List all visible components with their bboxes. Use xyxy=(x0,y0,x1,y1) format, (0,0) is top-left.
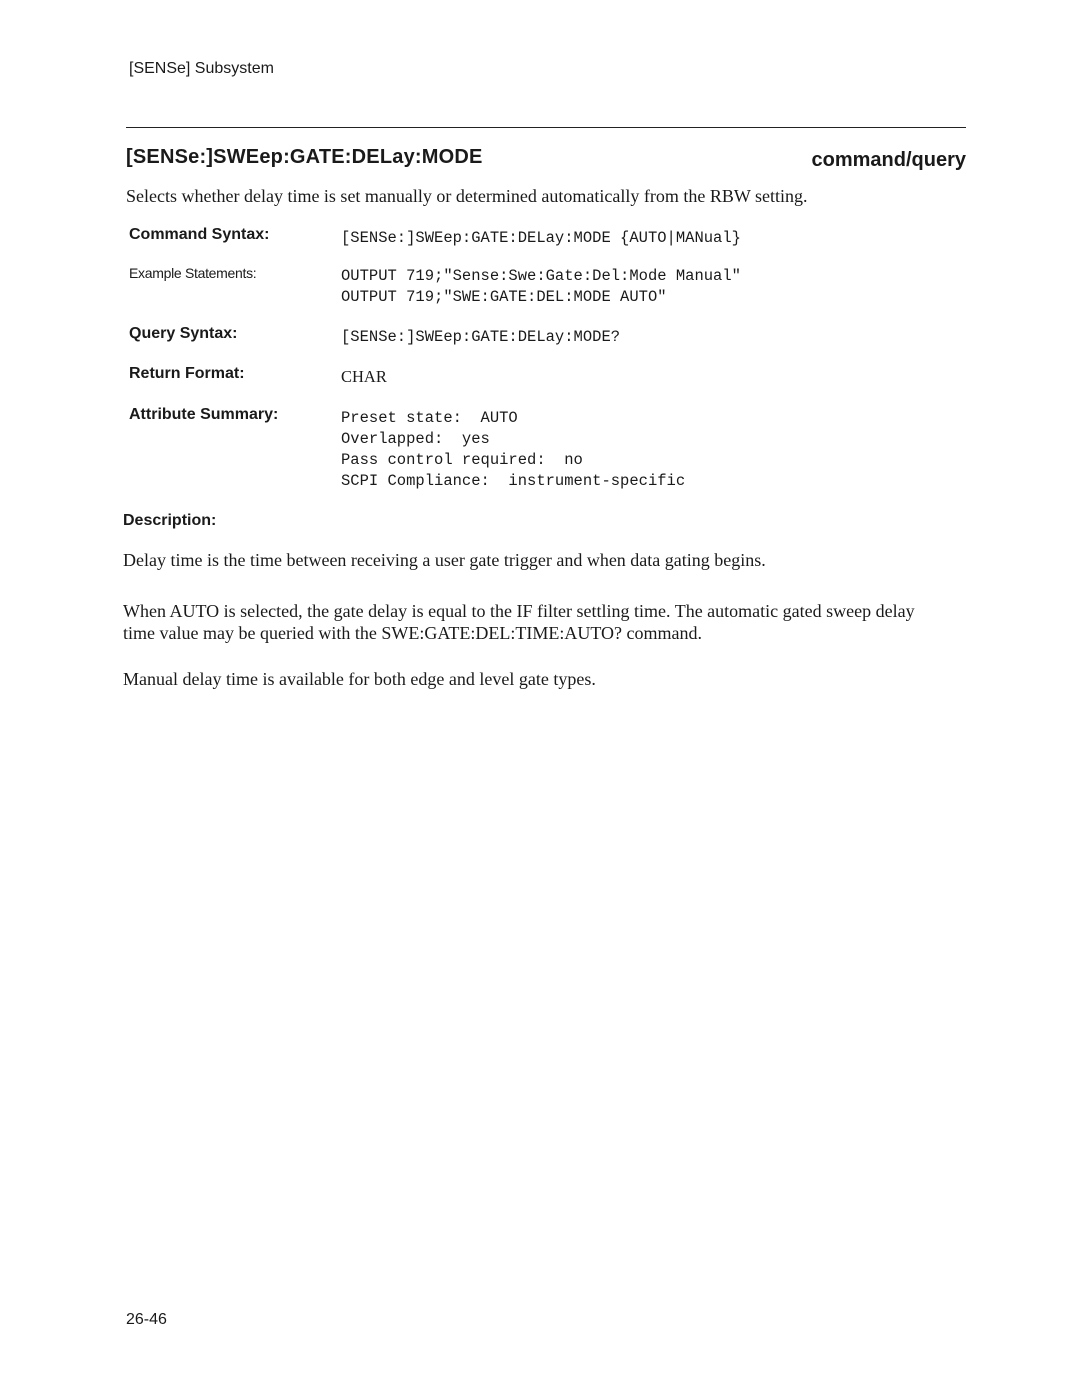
attribute-summary-label: Attribute Summary: xyxy=(129,406,279,423)
example-statements-label: Example Statements: xyxy=(129,265,257,281)
running-header: [SENSe] Subsystem xyxy=(129,60,274,77)
description-paragraph: Delay time is the time between receiving a user gate trigger and when data gating begins. xyxy=(123,550,766,570)
example-statement-line: OUTPUT 719;"SWE:GATE:DEL:MODE AUTO" xyxy=(341,288,667,306)
description-paragraph: Manual delay time is available for both edge and level gate types. xyxy=(123,669,596,689)
return-format-label: Return Format: xyxy=(129,365,245,382)
attribute-line: Pass control required: no xyxy=(341,451,583,469)
command-type: command/query xyxy=(811,149,966,171)
command-syntax-label: Command Syntax: xyxy=(129,226,270,243)
return-format-value: CHAR xyxy=(341,367,387,386)
command-summary: Selects whether delay time is set manually or determined automatically from the RBW setting. xyxy=(126,186,808,206)
attribute-line: SCPI Compliance: instrument-specific xyxy=(341,472,686,490)
query-syntax-label: Query Syntax: xyxy=(129,325,238,342)
description-label: Description: xyxy=(123,512,217,529)
example-statement-line: OUTPUT 719;"Sense:Swe:Gate:Del:Mode Manual" xyxy=(341,267,741,285)
command-syntax-value: [SENSe:]SWEep:GATE:DELay:MODE {AUTO|MANual} xyxy=(341,229,741,247)
attribute-line: Preset state: AUTO xyxy=(341,409,518,427)
page-number: 26-46 xyxy=(126,1311,167,1328)
attribute-line: Overlapped: yes xyxy=(341,430,490,448)
header-rule xyxy=(126,127,966,128)
command-title: [SENSe:]SWEep:GATE:DELay:MODE xyxy=(126,146,483,168)
description-paragraph: When AUTO is selected, the gate delay is equal to the IF filter settling time. The automatic gated sweep delay time value may be queried with the SWE:GATE:DEL:TIME:AUTO? command. xyxy=(123,601,915,643)
query-syntax-value: [SENSe:]SWEep:GATE:DELay:MODE? xyxy=(341,328,621,346)
